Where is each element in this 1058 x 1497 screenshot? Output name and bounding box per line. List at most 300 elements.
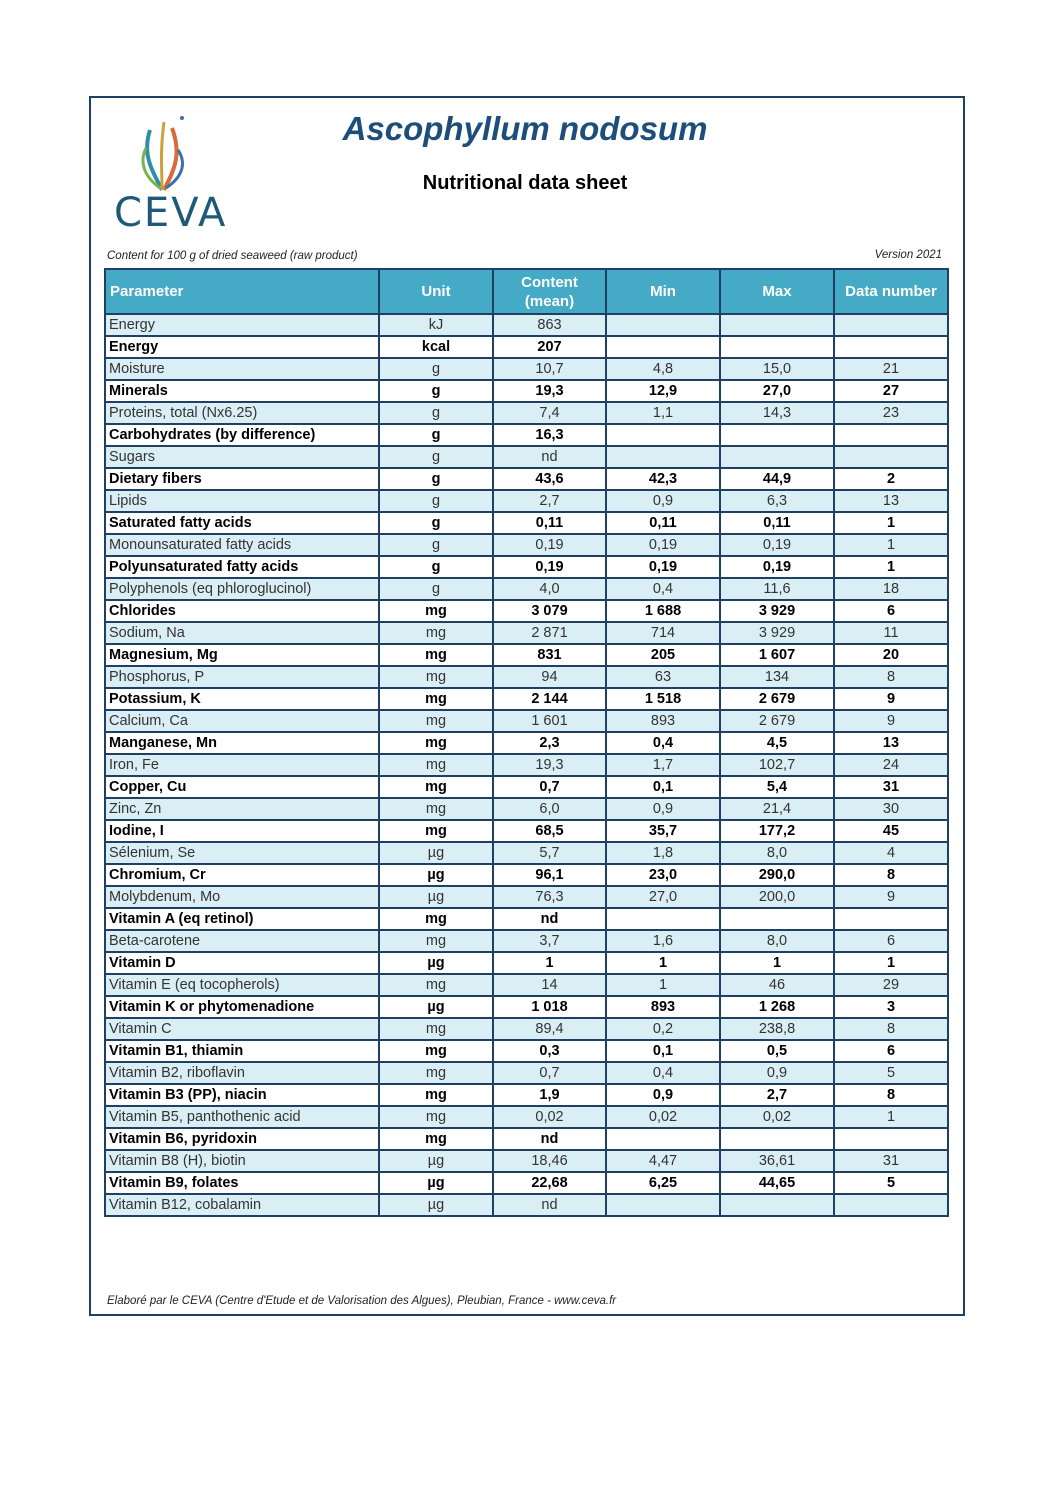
cell-parameter: Vitamin B9, folates [105, 1172, 379, 1194]
cell-data-number: 6 [834, 930, 948, 952]
cell-min: 0,9 [606, 798, 720, 820]
cell-min [606, 1128, 720, 1150]
cell-content: 3 079 [493, 600, 606, 622]
cell-unit: mg [379, 798, 493, 820]
table-row [105, 952, 948, 974]
cell-min [606, 424, 720, 446]
cell-min: 0,2 [606, 1018, 720, 1040]
version-label: Version 2021 [874, 249, 942, 261]
cell-content: 0,19 [493, 534, 606, 556]
cell-unit: mg [379, 710, 493, 732]
cell-content: 0,02 [493, 1106, 606, 1128]
cell-unit: mg [379, 1084, 493, 1106]
cell-content: 0,11 [493, 512, 606, 534]
cell-content: nd [493, 908, 606, 930]
cell-content: 1 018 [493, 996, 606, 1018]
table-row [105, 424, 948, 446]
cell-unit: mg [379, 1128, 493, 1150]
cell-parameter: Polyphenols (eq phloroglucinol) [105, 578, 379, 600]
table-row [105, 578, 948, 600]
cell-content: 5,7 [493, 842, 606, 864]
table-row [105, 358, 948, 380]
cell-content: 96,1 [493, 864, 606, 886]
cell-data-number: 8 [834, 1084, 948, 1106]
cell-parameter: Chromium, Cr [105, 864, 379, 886]
cell-content: 2,7 [493, 490, 606, 512]
cell-content: 68,5 [493, 820, 606, 842]
cell-max: 1 607 [720, 644, 834, 666]
cell-data-number: 6 [834, 1040, 948, 1062]
header-content: Content (mean) [493, 269, 606, 314]
cell-max [720, 446, 834, 468]
cell-data-number: 30 [834, 798, 948, 820]
cell-min: 1 518 [606, 688, 720, 710]
cell-max: 2 679 [720, 688, 834, 710]
cell-min: 0,4 [606, 732, 720, 754]
cell-max: 8,0 [720, 930, 834, 952]
cell-parameter: Minerals [105, 380, 379, 402]
footer-credit: Elaboré par le CEVA (Centre d'Etude et de Valorisation des Algues), Pleubian, France - www.ceva.fr [107, 1295, 617, 1307]
cell-content: 1 601 [493, 710, 606, 732]
cell-unit: g [379, 556, 493, 578]
cell-parameter: Moisture [105, 358, 379, 380]
cell-unit: mg [379, 754, 493, 776]
cell-max: 200,0 [720, 886, 834, 908]
cell-unit: µg [379, 842, 493, 864]
cell-max: 2,7 [720, 1084, 834, 1106]
cell-min [606, 336, 720, 358]
cell-max: 5,4 [720, 776, 834, 798]
table-row [105, 996, 948, 1018]
cell-data-number: 9 [834, 710, 948, 732]
cell-data-number: 31 [834, 776, 948, 798]
cell-parameter: Monounsaturated fatty acids [105, 534, 379, 556]
cell-content: 831 [493, 644, 606, 666]
cell-unit: g [379, 446, 493, 468]
cell-max: 2 679 [720, 710, 834, 732]
cell-content: 0,19 [493, 556, 606, 578]
cell-data-number: 13 [834, 490, 948, 512]
cell-parameter: Vitamin K or phytomenadione [105, 996, 379, 1018]
cell-data-number [834, 424, 948, 446]
cell-unit: µg [379, 952, 493, 974]
cell-max: 15,0 [720, 358, 834, 380]
cell-content: 22,68 [493, 1172, 606, 1194]
cell-unit: mg [379, 776, 493, 798]
cell-data-number: 1 [834, 512, 948, 534]
cell-max: 3 929 [720, 600, 834, 622]
cell-min: 1 [606, 952, 720, 974]
cell-unit: mg [379, 644, 493, 666]
table-row [105, 1128, 948, 1150]
cell-data-number: 1 [834, 1106, 948, 1128]
cell-data-number: 8 [834, 1018, 948, 1040]
table-row [105, 688, 948, 710]
cell-parameter: Phosphorus, P [105, 666, 379, 688]
cell-max: 134 [720, 666, 834, 688]
cell-parameter: Vitamin B6, pyridoxin [105, 1128, 379, 1150]
cell-data-number: 5 [834, 1172, 948, 1194]
table-row [105, 974, 948, 996]
cell-max [720, 336, 834, 358]
cell-max: 0,02 [720, 1106, 834, 1128]
table-row [105, 490, 948, 512]
cell-content: 3,7 [493, 930, 606, 952]
cell-max: 44,65 [720, 1172, 834, 1194]
cell-min: 893 [606, 996, 720, 1018]
cell-unit: mg [379, 622, 493, 644]
cell-parameter: Iodine, I [105, 820, 379, 842]
cell-content: nd [493, 446, 606, 468]
cell-content: 863 [493, 314, 606, 336]
cell-unit: g [379, 380, 493, 402]
cell-unit: mg [379, 1062, 493, 1084]
cell-content: 0,7 [493, 1062, 606, 1084]
table-row [105, 534, 948, 556]
cell-max: 14,3 [720, 402, 834, 424]
cell-content: 19,3 [493, 380, 606, 402]
table-row [105, 886, 948, 908]
table-row [105, 380, 948, 402]
cell-min: 893 [606, 710, 720, 732]
cell-data-number: 13 [834, 732, 948, 754]
table-row [105, 402, 948, 424]
cell-parameter: Calcium, Ca [105, 710, 379, 732]
cell-parameter: Vitamin B12, cobalamin [105, 1194, 379, 1216]
cell-max: 0,5 [720, 1040, 834, 1062]
cell-unit: kJ [379, 314, 493, 336]
cell-parameter: Vitamin D [105, 952, 379, 974]
cell-parameter: Vitamin B3 (PP), niacin [105, 1084, 379, 1106]
cell-max: 11,6 [720, 578, 834, 600]
cell-parameter: Vitamin E (eq tocopherols) [105, 974, 379, 996]
cell-parameter: Sodium, Na [105, 622, 379, 644]
cell-unit: kcal [379, 336, 493, 358]
cell-min: 4,47 [606, 1150, 720, 1172]
table-row [105, 820, 948, 842]
cell-content: 19,3 [493, 754, 606, 776]
cell-min: 42,3 [606, 468, 720, 490]
table-row [105, 1062, 948, 1084]
cell-content: 2 871 [493, 622, 606, 644]
cell-parameter: Saturated fatty acids [105, 512, 379, 534]
cell-data-number: 18 [834, 578, 948, 600]
cell-unit: g [379, 468, 493, 490]
cell-unit: mg [379, 820, 493, 842]
cell-content: 89,4 [493, 1018, 606, 1040]
cell-min: 0,9 [606, 490, 720, 512]
cell-parameter: Energy [105, 314, 379, 336]
cell-data-number: 1 [834, 556, 948, 578]
cell-min: 714 [606, 622, 720, 644]
cell-content: 0,3 [493, 1040, 606, 1062]
table-row [105, 1106, 948, 1128]
cell-min: 1,8 [606, 842, 720, 864]
cell-unit: g [379, 490, 493, 512]
cell-data-number: 3 [834, 996, 948, 1018]
cell-content: 10,7 [493, 358, 606, 380]
cell-content: 2 144 [493, 688, 606, 710]
cell-parameter: Energy [105, 336, 379, 358]
table-row [105, 622, 948, 644]
table-row [105, 1172, 948, 1194]
cell-parameter: Vitamin A (eq retinol) [105, 908, 379, 930]
cell-max: 27,0 [720, 380, 834, 402]
cell-parameter: Sugars [105, 446, 379, 468]
table-row [105, 754, 948, 776]
header-parameter: Parameter [105, 269, 379, 314]
cell-max: 0,9 [720, 1062, 834, 1084]
cell-unit: mg [379, 666, 493, 688]
cell-unit: mg [379, 688, 493, 710]
cell-unit: mg [379, 974, 493, 996]
cell-parameter: Vitamin B5, panthothenic acid [105, 1106, 379, 1128]
cell-content: nd [493, 1194, 606, 1216]
table-row [105, 556, 948, 578]
cell-min: 1,1 [606, 402, 720, 424]
table-row [105, 446, 948, 468]
cell-min: 0,4 [606, 1062, 720, 1084]
cell-max: 102,7 [720, 754, 834, 776]
cell-min: 63 [606, 666, 720, 688]
table-row [105, 798, 948, 820]
cell-unit: g [379, 402, 493, 424]
cell-min [606, 1194, 720, 1216]
cell-parameter: Manganese, Mn [105, 732, 379, 754]
table-body [105, 314, 948, 1216]
cell-data-number: 1 [834, 952, 948, 974]
cell-min: 1,7 [606, 754, 720, 776]
cell-parameter: Chlorides [105, 600, 379, 622]
cell-min: 1 688 [606, 600, 720, 622]
cell-max: 4,5 [720, 732, 834, 754]
cell-content: 43,6 [493, 468, 606, 490]
cell-content: 2,3 [493, 732, 606, 754]
header-max: Max [720, 269, 834, 314]
table-row [105, 776, 948, 798]
cell-data-number: 5 [834, 1062, 948, 1084]
cell-parameter: Magnesium, Mg [105, 644, 379, 666]
cell-data-number: 23 [834, 402, 948, 424]
content-note: Content for 100 g of dried seaweed (raw product) [107, 250, 358, 262]
cell-unit: g [379, 424, 493, 446]
table-row [105, 930, 948, 952]
cell-max [720, 314, 834, 336]
table-row [105, 1150, 948, 1172]
cell-data-number: 4 [834, 842, 948, 864]
cell-content: 14 [493, 974, 606, 996]
cell-unit: mg [379, 1018, 493, 1040]
cell-min: 4,8 [606, 358, 720, 380]
cell-min: 0,19 [606, 556, 720, 578]
cell-unit: µg [379, 864, 493, 886]
cell-parameter: Vitamin C [105, 1018, 379, 1040]
cell-min: 27,0 [606, 886, 720, 908]
cell-unit: µg [379, 1172, 493, 1194]
cell-data-number: 8 [834, 864, 948, 886]
cell-unit: mg [379, 908, 493, 930]
cell-min: 0,11 [606, 512, 720, 534]
cell-data-number [834, 1194, 948, 1216]
cell-min: 6,25 [606, 1172, 720, 1194]
cell-data-number: 21 [834, 358, 948, 380]
cell-max: 0,19 [720, 534, 834, 556]
table-row [105, 314, 948, 336]
cell-max: 0,19 [720, 556, 834, 578]
cell-min [606, 908, 720, 930]
cell-min: 0,19 [606, 534, 720, 556]
cell-min: 1 [606, 974, 720, 996]
page-title: Ascophyllum nodosum [342, 110, 708, 147]
header-data-number: Data number [834, 269, 948, 314]
cell-max: 177,2 [720, 820, 834, 842]
cell-data-number: 6 [834, 600, 948, 622]
table-row [105, 732, 948, 754]
table-row [105, 666, 948, 688]
logo-text: CEVA [114, 190, 228, 236]
cell-max: 238,8 [720, 1018, 834, 1040]
cell-max: 8,0 [720, 842, 834, 864]
cell-unit: mg [379, 930, 493, 952]
cell-min: 12,9 [606, 380, 720, 402]
cell-content: 76,3 [493, 886, 606, 908]
cell-max: 6,3 [720, 490, 834, 512]
cell-max [720, 1128, 834, 1150]
table-row [105, 1018, 948, 1040]
cell-min: 0,4 [606, 578, 720, 600]
table-row [105, 1040, 948, 1062]
nutrition-table [104, 268, 949, 1217]
table-row [105, 710, 948, 732]
cell-min: 35,7 [606, 820, 720, 842]
cell-data-number: 2 [834, 468, 948, 490]
cell-data-number [834, 314, 948, 336]
cell-parameter: Vitamin B8 (H), biotin [105, 1150, 379, 1172]
cell-unit: g [379, 512, 493, 534]
cell-min: 1,6 [606, 930, 720, 952]
cell-unit: g [379, 578, 493, 600]
cell-data-number: 27 [834, 380, 948, 402]
cell-parameter: Vitamin B2, riboflavin [105, 1062, 379, 1084]
cell-content: 1,9 [493, 1084, 606, 1106]
cell-parameter: Molybdenum, Mo [105, 886, 379, 908]
cell-content: 18,46 [493, 1150, 606, 1172]
cell-min: 0,1 [606, 776, 720, 798]
table-row [105, 600, 948, 622]
cell-parameter: Dietary fibers [105, 468, 379, 490]
cell-content: nd [493, 1128, 606, 1150]
cell-max: 21,4 [720, 798, 834, 820]
table-row [105, 468, 948, 490]
cell-data-number [834, 336, 948, 358]
cell-min: 205 [606, 644, 720, 666]
cell-parameter: Potassium, K [105, 688, 379, 710]
cell-unit: g [379, 534, 493, 556]
cell-unit: mg [379, 1106, 493, 1128]
cell-parameter: Carbohydrates (by difference) [105, 424, 379, 446]
page-subtitle: Nutritional data sheet [422, 172, 628, 194]
cell-content: 94 [493, 666, 606, 688]
cell-max [720, 1194, 834, 1216]
cell-data-number: 20 [834, 644, 948, 666]
cell-data-number: 11 [834, 622, 948, 644]
cell-content: 4,0 [493, 578, 606, 600]
cell-content: 6,0 [493, 798, 606, 820]
cell-max: 46 [720, 974, 834, 996]
cell-max: 36,61 [720, 1150, 834, 1172]
cell-parameter: Lipids [105, 490, 379, 512]
cell-content: 1 [493, 952, 606, 974]
header-unit: Unit [379, 269, 493, 314]
cell-parameter: Sélenium, Se [105, 842, 379, 864]
header-min: Min [606, 269, 720, 314]
cell-parameter: Polyunsaturated fatty acids [105, 556, 379, 578]
cell-data-number: 24 [834, 754, 948, 776]
table-row [105, 1084, 948, 1106]
cell-unit: mg [379, 1040, 493, 1062]
cell-parameter: Vitamin B1, thiamin [105, 1040, 379, 1062]
cell-unit: mg [379, 732, 493, 754]
cell-min: 0,02 [606, 1106, 720, 1128]
table-row [105, 842, 948, 864]
cell-max [720, 908, 834, 930]
cell-parameter: Proteins, total (Nx6.25) [105, 402, 379, 424]
cell-max: 44,9 [720, 468, 834, 490]
cell-content: 207 [493, 336, 606, 358]
cell-min: 0,1 [606, 1040, 720, 1062]
cell-data-number: 9 [834, 886, 948, 908]
cell-max: 3 929 [720, 622, 834, 644]
cell-data-number: 45 [834, 820, 948, 842]
cell-content: 7,4 [493, 402, 606, 424]
cell-max: 0,11 [720, 512, 834, 534]
cell-max: 1 [720, 952, 834, 974]
cell-content: 0,7 [493, 776, 606, 798]
cell-parameter: Zinc, Zn [105, 798, 379, 820]
cell-parameter: Iron, Fe [105, 754, 379, 776]
cell-content: 16,3 [493, 424, 606, 446]
cell-parameter: Beta-carotene [105, 930, 379, 952]
cell-data-number [834, 908, 948, 930]
cell-data-number [834, 446, 948, 468]
cell-data-number: 1 [834, 534, 948, 556]
cell-data-number [834, 1128, 948, 1150]
cell-min [606, 314, 720, 336]
cell-unit: µg [379, 996, 493, 1018]
cell-min: 0,9 [606, 1084, 720, 1106]
cell-parameter: Copper, Cu [105, 776, 379, 798]
cell-unit: µg [379, 1194, 493, 1216]
cell-min [606, 446, 720, 468]
cell-data-number: 29 [834, 974, 948, 996]
table-row [105, 908, 948, 930]
cell-unit: mg [379, 600, 493, 622]
table-row [105, 336, 948, 358]
table-row [105, 644, 948, 666]
cell-data-number: 31 [834, 1150, 948, 1172]
cell-unit: µg [379, 1150, 493, 1172]
table-row [105, 864, 948, 886]
cell-max: 1 268 [720, 996, 834, 1018]
cell-unit: µg [379, 886, 493, 908]
cell-min: 23,0 [606, 864, 720, 886]
cell-max [720, 424, 834, 446]
cell-max: 290,0 [720, 864, 834, 886]
cell-unit: g [379, 358, 493, 380]
table-header-row [105, 269, 948, 314]
table-row [105, 512, 948, 534]
table-row [105, 1194, 948, 1216]
